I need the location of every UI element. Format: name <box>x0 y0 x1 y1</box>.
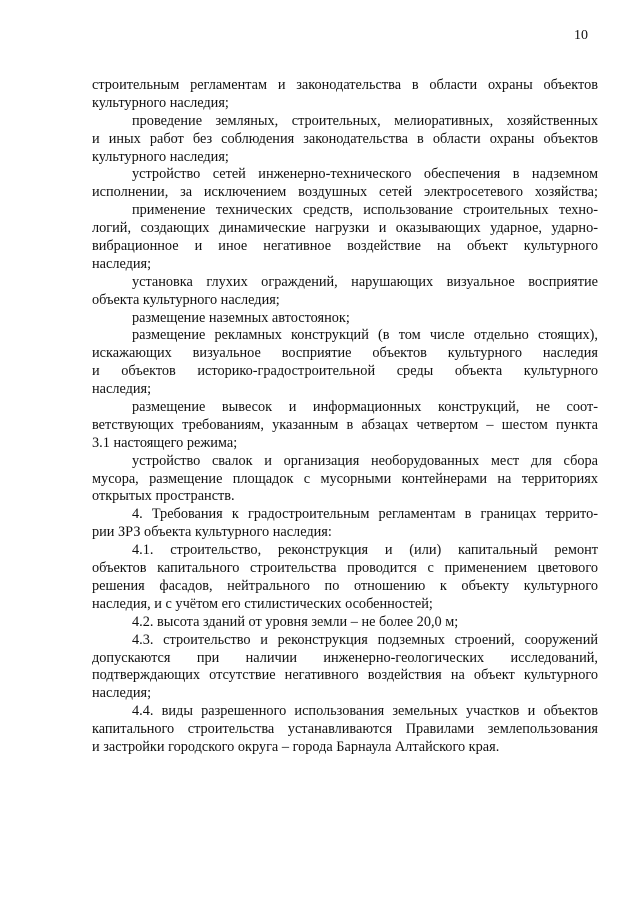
text-line: культурного наследия; <box>92 148 229 165</box>
text-line: размещение вывесок и информационных конструкций, не соот- <box>132 399 598 416</box>
text-line: устройство свалок и организация необорудованных мест для сбора <box>132 452 598 469</box>
text-line: устройство сетей инженерно-технического обеспечения в надземном <box>132 166 598 183</box>
page-number: 10 <box>574 28 588 43</box>
text-line: наследия; <box>92 255 152 272</box>
text-line: наследия; <box>92 685 152 702</box>
text-line: наследия, и с учётом его стилистических особенностей; <box>92 595 433 612</box>
text-line: рии ЗРЗ объекта культурного наследия: <box>92 524 332 541</box>
text-line: 4.4. виды разрешенного использования земельных участков и объектов <box>132 703 598 720</box>
text-line: ветствующих требованиям, указанным в абзацах четвертом – шестом пункта <box>92 416 598 433</box>
text-line: 4. Требования к градостроительным регламентам в границах террито- <box>132 506 598 523</box>
text-line: 4.3. строительство и реконструкция подземных строений, сооружений <box>132 631 598 648</box>
text-line: культурного наследия; <box>92 94 229 111</box>
text-line: 4.2. высота зданий от уровня земли – не более 20,0 м; <box>132 613 459 630</box>
text-line: и иных работ без соблюдения законодательства в области охраны объектов <box>92 130 598 147</box>
text-line: искажающих визуальное восприятие объектов культурного наследия <box>92 345 598 362</box>
text-line: мусора, размещение площадок с мусорными контейнерами на территориях <box>92 470 598 487</box>
text-line: капитального строительства устанавливаются Правилами землепользования <box>92 721 598 738</box>
document-body <box>92 77 598 757</box>
text-line: объектов капитального строительства проводится с применением цветового <box>92 560 598 577</box>
text-line: допускаются при наличии инженерно-геологических исследований, <box>92 649 598 666</box>
text-line: строительным регламентам и законодательства в области охраны объектов <box>92 77 598 93</box>
text-line: и застройки городского округа – города Барнаула Алтайского края. <box>92 738 500 755</box>
text-line: вибрационное и иное негативное воздействие на объект культурного <box>92 238 598 255</box>
text-line: решения фасадов, нейтрального по отношению к объекту культурного <box>92 577 598 594</box>
text-line: размещение рекламных конструкций (в том числе отдельно стоящих), <box>132 327 598 344</box>
text-line: размещение наземных автостоянок; <box>132 309 350 326</box>
text-line: установка глухих ограждений, нарушающих визуальное восприятие <box>132 273 598 290</box>
text-line: объекта культурного наследия; <box>92 291 280 308</box>
text-line: 3.1 настоящего режима; <box>92 434 238 451</box>
text-line: наследия; <box>92 381 152 398</box>
text-line: подтверждающих отсутствие негативного воздействия на объект культурного <box>92 667 598 684</box>
text-line: открытых пространств. <box>92 488 235 505</box>
text-line: логий, создающих динамические нагрузки и оказывающих ударное, ударно- <box>92 220 598 237</box>
text-line: проведение земляных, строительных, мелиоративных, хозяйственных <box>132 112 598 129</box>
text-line: и объектов историко-градостроительной среды объекта культурного <box>92 363 598 380</box>
text-line: исполнении, за исключением воздушных сетей электросетевого хозяйства; <box>92 184 598 201</box>
text-line: 4.1. строительство, реконструкция и (или) капитальный ремонт <box>132 542 598 559</box>
text-line: применение технических средств, использование строительных техно- <box>132 202 598 219</box>
